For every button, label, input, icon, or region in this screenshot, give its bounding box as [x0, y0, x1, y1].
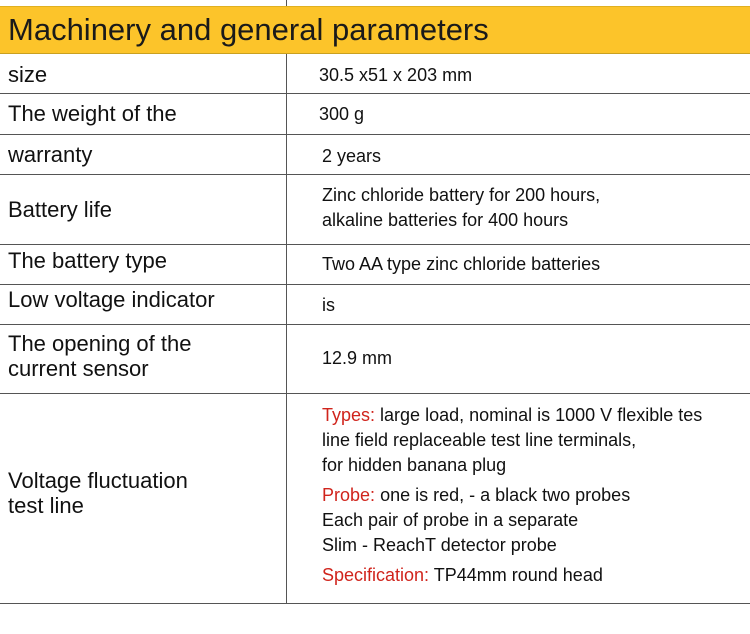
spec-label: size	[8, 62, 48, 87]
spec-value: 300 g	[319, 104, 365, 124]
spec-tag: Specification:	[322, 565, 430, 585]
probe-tag: Probe:	[322, 485, 376, 505]
spec-value-line: Zinc chloride battery for 200 hours,	[322, 185, 601, 205]
section-header	[0, 6, 750, 54]
spec-row-weight	[0, 94, 750, 135]
types-tag: Types:	[322, 405, 376, 425]
spec-value: Two AA type zinc chloride batteries	[322, 254, 601, 274]
spec-block	[322, 563, 603, 588]
spec-label-line: current sensor	[8, 356, 149, 381]
spec-row-battery-life	[0, 175, 750, 245]
spec-value: 30.5 x51 x 203 mm	[319, 65, 473, 85]
spec-value-multiline	[322, 183, 600, 233]
probe-text: one is red, - a black two probes	[380, 485, 631, 505]
probe-line: Slim - ReachT detector probe	[322, 535, 557, 555]
types-line	[322, 403, 750, 428]
spec-row-battery-type	[0, 245, 750, 285]
spec-row-warranty	[0, 135, 750, 175]
spec-value: 2 years	[322, 146, 382, 166]
spec-label: Battery life	[8, 197, 112, 222]
spec-label-line: Voltage fluctuation	[8, 468, 188, 493]
spec-label: The battery type	[8, 248, 167, 273]
spec-label: The weight of the	[8, 101, 177, 126]
types-block	[322, 403, 750, 478]
types-line: for hidden banana plug	[322, 455, 507, 475]
spec-label-multiline	[8, 468, 188, 518]
probe-line	[322, 483, 630, 508]
spec-label: warranty	[8, 142, 93, 167]
spec-value-line: alkaline batteries for 400 hours	[322, 210, 569, 230]
spec-row-test-line	[0, 394, 750, 604]
probe-line: Each pair of probe in a separate	[322, 510, 579, 530]
spec-row-size	[0, 54, 750, 94]
section-title: Machinery and general parameters	[8, 12, 489, 47]
spec-row-low-voltage	[0, 285, 750, 325]
spec-label-line: test line	[8, 493, 84, 518]
spec-row-sensor-opening	[0, 325, 750, 394]
types-text: large load, nominal is 1000 V flexible tes	[380, 405, 703, 425]
spec-text: TP44mm round head	[433, 565, 603, 585]
spec-label-line: The opening of the	[8, 331, 192, 356]
types-line: line field replaceable test line terminals,	[322, 430, 637, 450]
spec-value: is	[322, 295, 335, 315]
spec-line	[322, 563, 603, 588]
spec-value: 12.9 mm	[322, 348, 393, 368]
probe-block	[322, 483, 630, 558]
spec-label: Low voltage indicator	[8, 287, 215, 312]
spec-label-multiline	[8, 331, 191, 381]
